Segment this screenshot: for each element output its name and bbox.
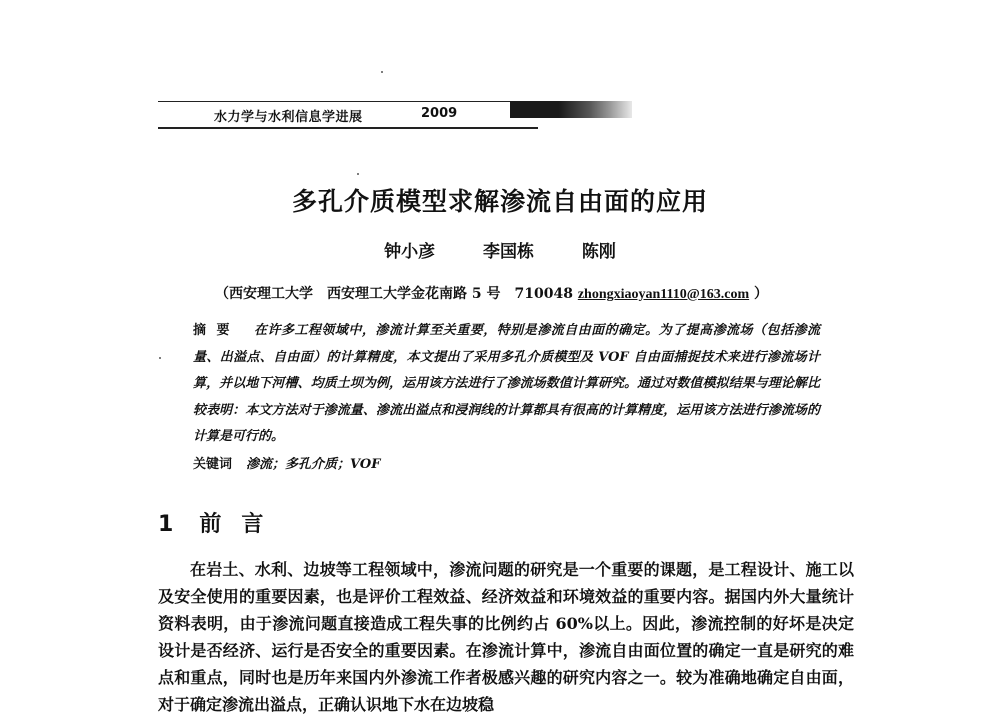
running-header <box>158 100 746 130</box>
section-title: 前言 <box>199 512 284 537</box>
scan-speck <box>357 173 359 175</box>
abstract-text: 在许多工程领域中，渗流计算至关重要，特别是渗流自由面的确定。为了提高渗流场（包括渗流量、出溢点、自由面）的计算精度，本文提出了采用多孔介质模型及 VOF 自由面捕捉技术来进行渗流场计算，并以地下河槽、均质土坝为例，运用该方法进行了渗流场数值计算研究。通过对数值模拟结果与理论解比较表明：本文方法对于渗流量、渗流出溢点和浸润线的计算都具有很高的计算精度，运用该方法进行渗流场的计算是可行的。 <box>193 323 820 444</box>
section-heading <box>158 507 283 538</box>
header-bar <box>510 101 632 118</box>
author-email: zhongxiaoyan1110@163.com <box>577 287 750 302</box>
journal-year: 2009 <box>421 106 458 121</box>
scan-speck <box>159 357 161 359</box>
abstract-label: 摘要 <box>193 323 240 338</box>
keywords-text: 渗流；多孔介质；VOF <box>246 457 381 472</box>
affiliation-text: （西安理工大学 西安理工大学金花南路 5 号 710048 <box>215 286 573 302</box>
scan-speck <box>381 71 383 73</box>
author: 李国栋 <box>483 242 534 262</box>
journal-name: 水力学与水利信息学进展 <box>214 110 363 125</box>
author-list <box>0 237 1000 262</box>
body-paragraph: 在岩土、水利、边坡等工程领域中，渗流问题的研究是一个重要的课题，是工程设计、施工以及安全使用的重要因素，也是评价工程效益、经济效益和环境效益的重要内容。据国内外大量统计资料表明，由于渗流问题直接造成工程失事的比例约占 60%以上。因此，渗流控制的好坏是决定设计是否经济、运行是否安全的重要因素。在渗流计算中，渗流自由面位置的确定一直是研究的难点和重点，同时也是历年来国内外渗流工作者极感兴趣的研究内容之一。较为准确地确定自由面，对于确定渗流出溢点，正确认识地下水在边坡稳 <box>158 560 854 714</box>
affiliation-close: ） <box>754 286 769 302</box>
header-rule-bottom <box>158 127 538 129</box>
keywords <box>193 453 380 472</box>
abstract <box>193 318 820 451</box>
header-rule-top <box>158 101 538 102</box>
affiliation <box>215 283 768 303</box>
author: 钟小彦 <box>384 242 436 262</box>
section-number: 1 <box>158 512 174 537</box>
paper-title: 多孔介质模型求解渗流自由面的应用 <box>291 187 708 216</box>
keywords-label: 关键词 <box>193 457 233 472</box>
author: 陈刚 <box>581 242 616 262</box>
